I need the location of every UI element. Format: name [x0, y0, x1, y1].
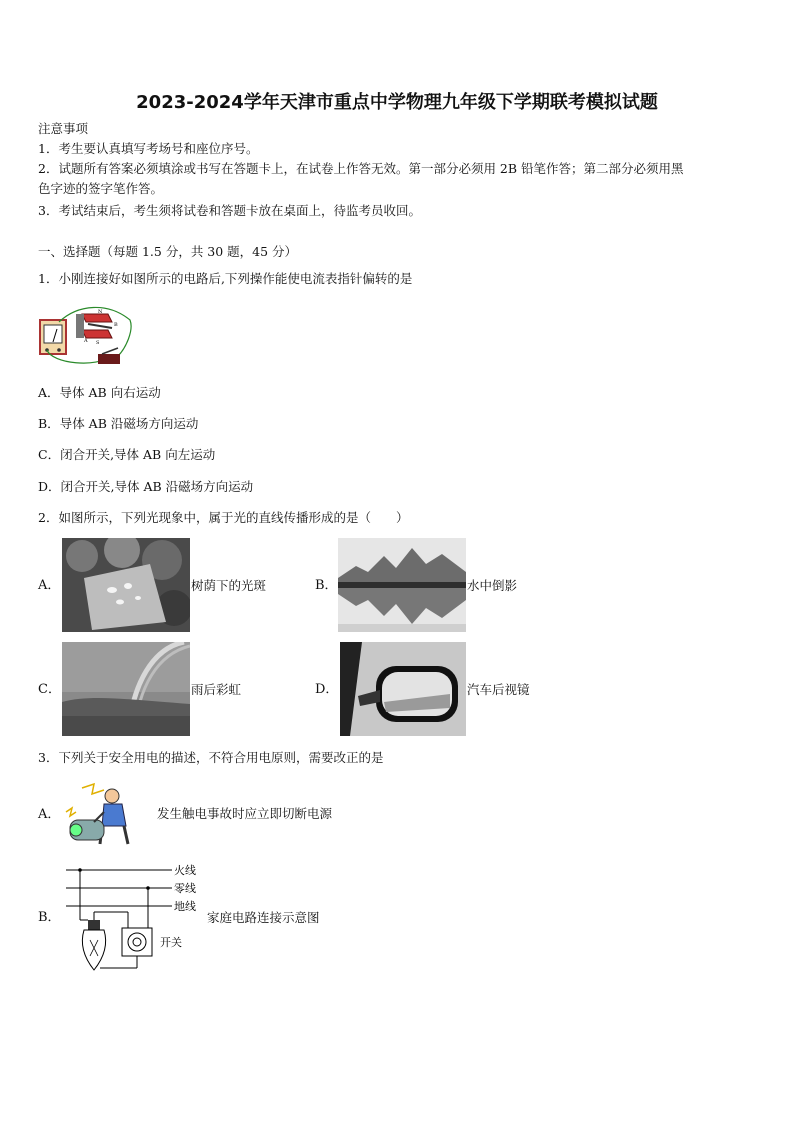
q2-option-d-caption: 汽车后视镜 [467, 682, 530, 697]
notice-item-3: 3．考试结束后，考生须将试卷和答题卡放在桌面上，待监考员收回。 [38, 203, 421, 218]
q2-option-b-caption: 水中倒影 [467, 578, 518, 593]
neutral-wire-label: 零线 [174, 882, 196, 895]
q1-option-d[interactable] [38, 479, 253, 495]
q1-option-b-letter: B． [38, 416, 60, 431]
q1-option-c-letter: C． [38, 447, 61, 462]
q1-option-c-text: 闭合开关,导体 AB 向左运动 [60, 447, 216, 462]
q1-option-b-text: 导体 AB 沿磁场方向运动 [59, 416, 199, 431]
q2-option-d-letter[interactable]: D． [315, 682, 339, 697]
q2-option-a-image [62, 538, 190, 632]
notice-item-1: 1．考生要认真填写考场号和座位序号。 [38, 141, 259, 156]
q1-option-a[interactable] [38, 385, 161, 401]
q3-option-b-letter[interactable]: B． [38, 910, 61, 925]
ground-wire-label: 地线 [174, 900, 196, 913]
q2-option-a-letter[interactable]: A． [38, 578, 61, 593]
conductor-b-label: B [114, 322, 118, 328]
q2-option-a-caption: 树荫下的光斑 [191, 578, 267, 593]
q1-option-c[interactable] [38, 447, 215, 463]
q3-option-a-letter[interactable]: A． [38, 807, 61, 822]
q3-option-a-image [64, 782, 154, 848]
q2-option-c-caption: 雨后彩虹 [191, 682, 242, 697]
notice-item-2-cont: 色字迹的签字笔作答。 [38, 181, 164, 196]
q1-option-b[interactable] [38, 416, 198, 432]
q1-circuit-figure [38, 300, 138, 372]
notice-heading: 注意事项 [38, 121, 89, 136]
q3-option-a-caption: 发生触电事故时应立即切断电源 [157, 806, 333, 821]
question-3-stem: 3．下列关于安全用电的描述，不符合用电原则，需要改正的是 [38, 750, 384, 765]
q1-option-d-letter: D． [38, 479, 61, 494]
q3-option-b-circuit [62, 860, 202, 976]
switch-label: 开关 [160, 936, 182, 949]
q3-option-b-caption: 家庭电路连接示意图 [207, 910, 320, 925]
q2-option-b-letter[interactable]: B． [315, 578, 338, 593]
q2-option-c-letter[interactable]: C． [38, 682, 61, 697]
q2-option-b-image [338, 538, 466, 632]
q2-option-c-image [62, 642, 190, 736]
page-title: 2023-2024学年天津市重点中学物理九年级下学期联考模拟试题 [136, 92, 658, 113]
q2-option-d-image [340, 642, 466, 736]
conductor-a-label: A [84, 338, 88, 344]
live-wire-label: 火线 [174, 864, 196, 877]
q1-option-a-letter: A． [38, 385, 60, 400]
question-2-stem: 2．如图所示，下列光现象中，属于光的直线传播形成的是（ ） [38, 510, 409, 525]
magnet-s-label: S [96, 340, 100, 346]
magnet-n-label: N [98, 309, 103, 315]
notice-item-2: 2．试题所有答案必须填涂或书写在答题卡上，在试卷上作答无效。第一部分必须用 2B 铅笔作答；第二部分必须用黑 [38, 161, 684, 176]
q1-option-a-text: 导体 AB 向右运动 [59, 385, 161, 400]
section-heading: 一、选择题（每题 1.5 分，共 30 题，45 分） [38, 244, 298, 259]
q1-option-d-text: 闭合开关,导体 AB 沿磁场方向运动 [60, 479, 254, 494]
question-1-stem: 1．小刚连接好如图所示的电路后,下列操作能使电流表指针偏转的是 [38, 271, 413, 286]
